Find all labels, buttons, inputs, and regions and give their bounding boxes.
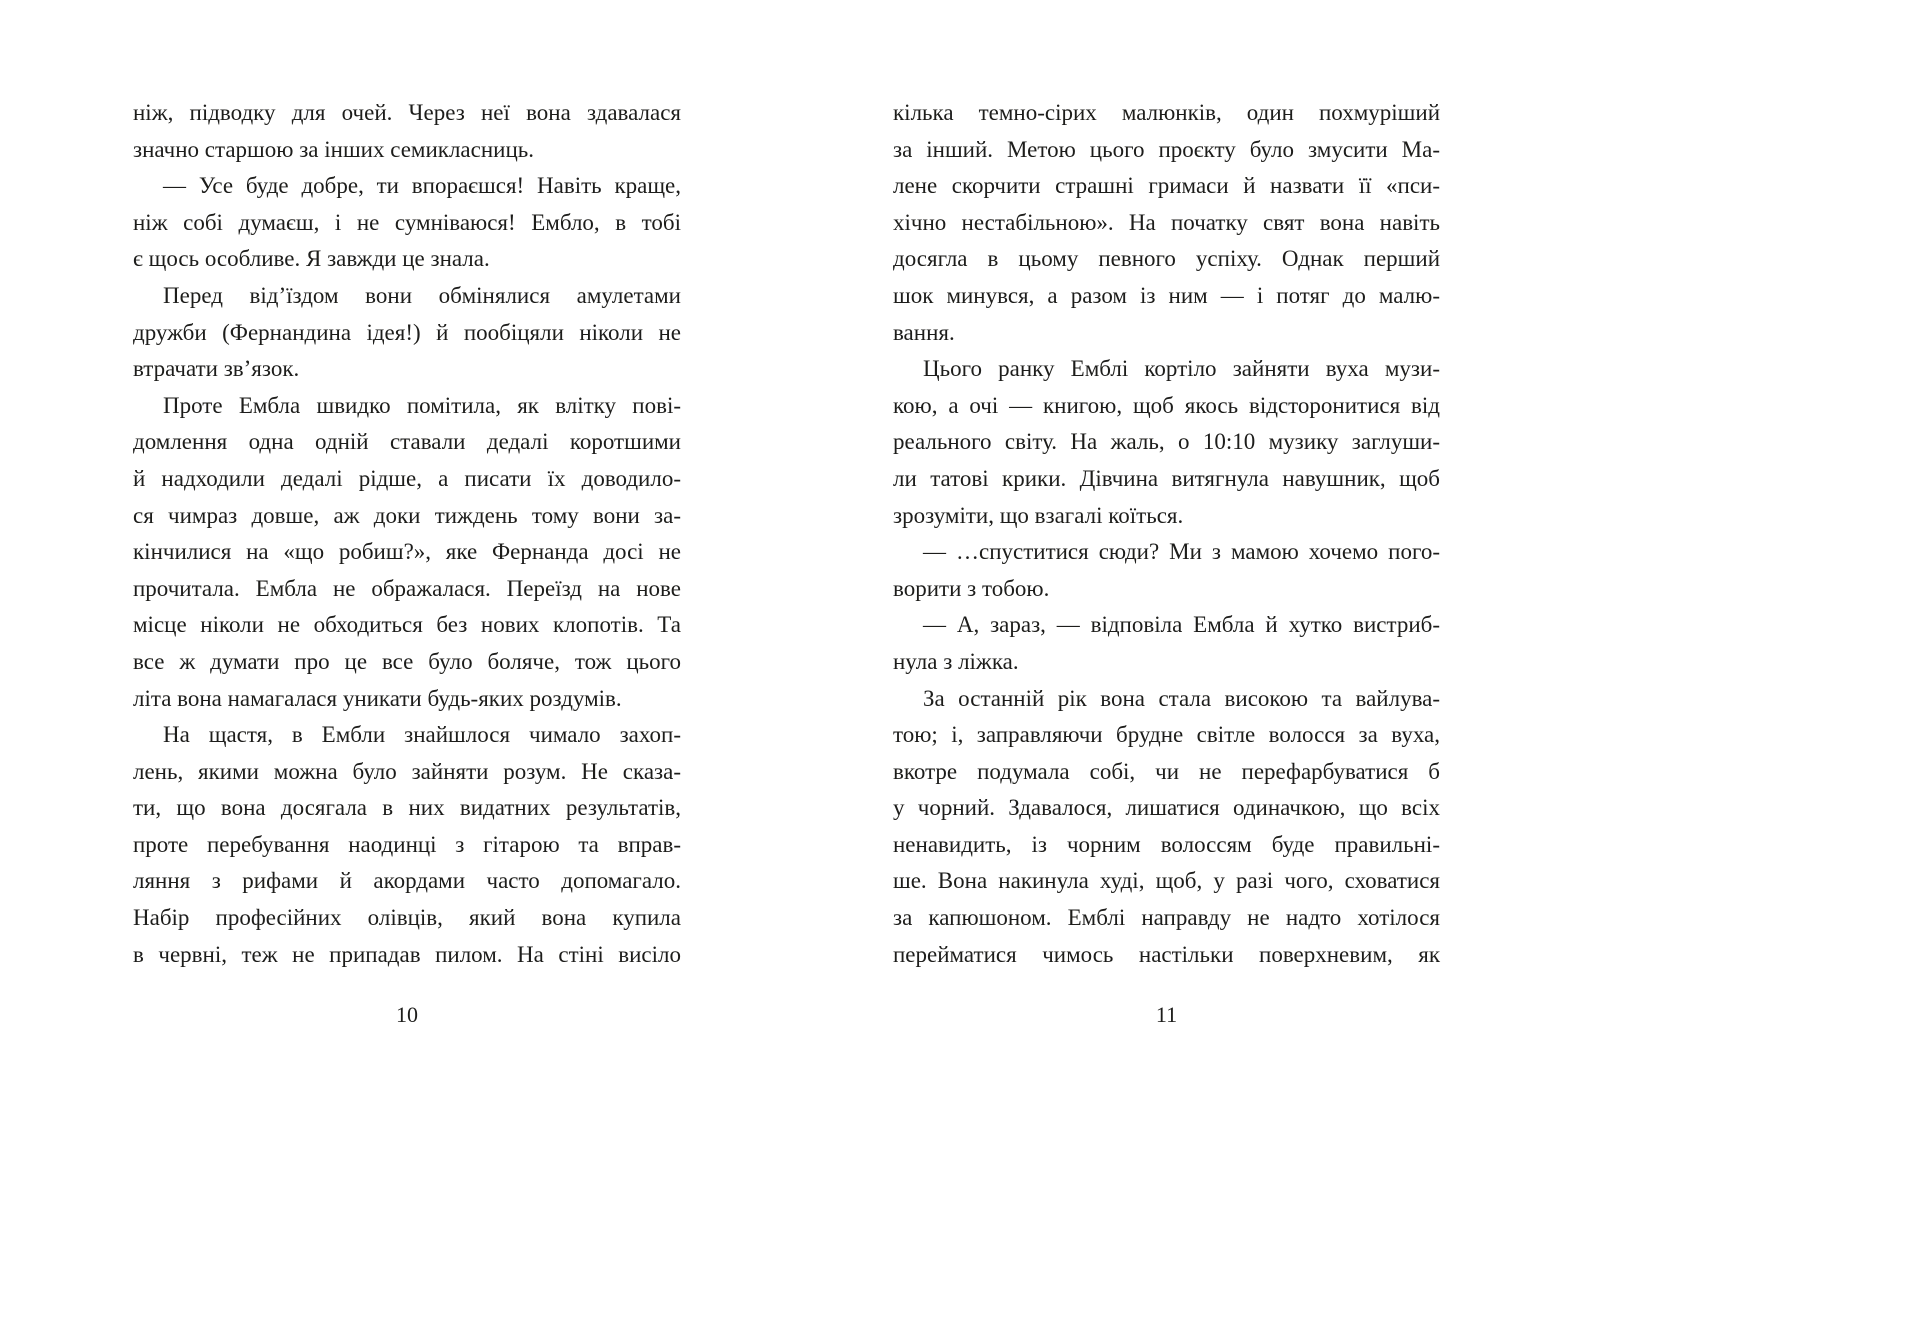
page-left-text: [133, 95, 681, 973]
text-line: домлення одна одній ставали дедалі коротшими: [133, 429, 681, 455]
text-line: є щось особливе. Я завжди це знала.: [133, 246, 490, 272]
text-line: за інший. Метою цього проєкту було змусити Ма-: [893, 136, 1440, 162]
text-line: у чорний. Здавалося, лишатися одиначкою, що всіх: [893, 795, 1440, 821]
text-line: перейматися чимось настільки поверхневим, як: [893, 941, 1440, 967]
text-line: літа вона намагалася уникати будь-яких роздумів.: [133, 685, 622, 711]
text-line: й надходили дедалі рідше, а писати їх доводило-: [133, 465, 681, 491]
page-right-text: [893, 95, 1440, 973]
text-line: лень, якими можна було зайняти розум. Не сказа-: [133, 758, 681, 784]
text-line: Перед від’їздом вони обмінялися амулетами: [163, 282, 681, 308]
text-line: ворити з тобою.: [893, 575, 1050, 601]
page-number-left: 10: [396, 1002, 418, 1027]
text-line: тою; і, заправляючи брудне світле волосся за вуха,: [893, 722, 1440, 748]
text-line: за капюшоном. Емблі направду не надто хотілося: [893, 905, 1440, 931]
text-line: дружби (Фернандина ідея!) й пообіцяли ніколи не: [133, 319, 681, 345]
text-line: лене скорчити страшні гримаси й назвати її «пси-: [893, 173, 1440, 199]
text-line: На щастя, в Ембли знайшлося чимало захоп-: [163, 722, 681, 748]
text-line: вкотре подумала собі, чи не перефарбуватися б: [893, 758, 1440, 784]
text-line: — …спуститися сюди? Ми з мамою хочемо пого-: [923, 539, 1440, 565]
page-number-right: 11: [1155, 1002, 1178, 1027]
text-line: нула з ліжка.: [893, 648, 1019, 674]
text-line: все ж думати про це все було боляче, тож цього: [133, 648, 681, 674]
text-line: прочитала. Ембла не ображалася. Переїзд на нове: [133, 575, 681, 601]
text-line: реального світу. На жаль, о 10:10 музику заглуши-: [893, 429, 1440, 455]
text-line: значно старшою за інших семикласниць.: [133, 136, 535, 162]
text-line: кілька темно-сірих малюнків, один похмуріший: [893, 100, 1440, 125]
text-line: хічно нестабільною». На початку свят вона навіть: [893, 209, 1440, 235]
text-line: кою, а очі — книгою, щоб якось відсторонитися від: [893, 392, 1440, 418]
text-line: досягла в цьому певного успіху. Однак перший: [893, 246, 1440, 272]
text-line: За останній рік вона стала високою та вайлува-: [923, 685, 1440, 711]
text-line: вання.: [893, 319, 955, 345]
text-line: ніж, підводку для очей. Через неї вона здавалася: [133, 100, 681, 125]
text-line: ли татові крики. Дівчина витягнула навушник, щоб: [893, 465, 1440, 491]
text-line: ше. Вона накинула худі, щоб, у разі чого, сховатися: [893, 868, 1440, 894]
text-line: Цього ранку Емблі кортіло зайняти вуха музи-: [923, 356, 1440, 382]
text-line: Набір професійних олівців, який вона купила: [133, 905, 681, 931]
text-line: ненавидить, із чорним волоссям буде правильні-: [893, 831, 1440, 857]
text-line: Проте Ембла швидко помітила, як влітку пові-: [163, 392, 681, 418]
text-line: ляння з рифами й акордами часто допомагало.: [133, 868, 681, 894]
text-line: ся чимраз довше, аж доки тиждень тому вони за-: [133, 502, 681, 528]
text-line: в червні, теж не припадав пилом. На стіні висіло: [133, 941, 681, 967]
text-line: — А, зараз, — відповіла Ембла й хутко вистриб-: [923, 612, 1440, 638]
text-line: шок минувся, а разом із ним — і потяг до малю-: [893, 282, 1440, 308]
text-line: втрачати зв’язок.: [133, 356, 300, 382]
text-line: ти, що вона досягала в них видатних результатів,: [133, 795, 681, 821]
text-line: місце ніколи не обходиться без нових клопотів. Та: [133, 612, 681, 638]
text-line: зрозуміти, що взагалі коїться.: [893, 502, 1184, 528]
text-line: проте перебування наодинці з гітарою та вправ-: [133, 831, 681, 857]
text-line: кінчилися на «що робиш?», яке Фернанда досі не: [133, 539, 681, 565]
text-line: — Усе буде добре, ти впораєшся! Навіть краще,: [163, 173, 681, 199]
text-line: ніж собі думаєш, і не сумніваюся! Ембло, в тобі: [133, 209, 681, 235]
